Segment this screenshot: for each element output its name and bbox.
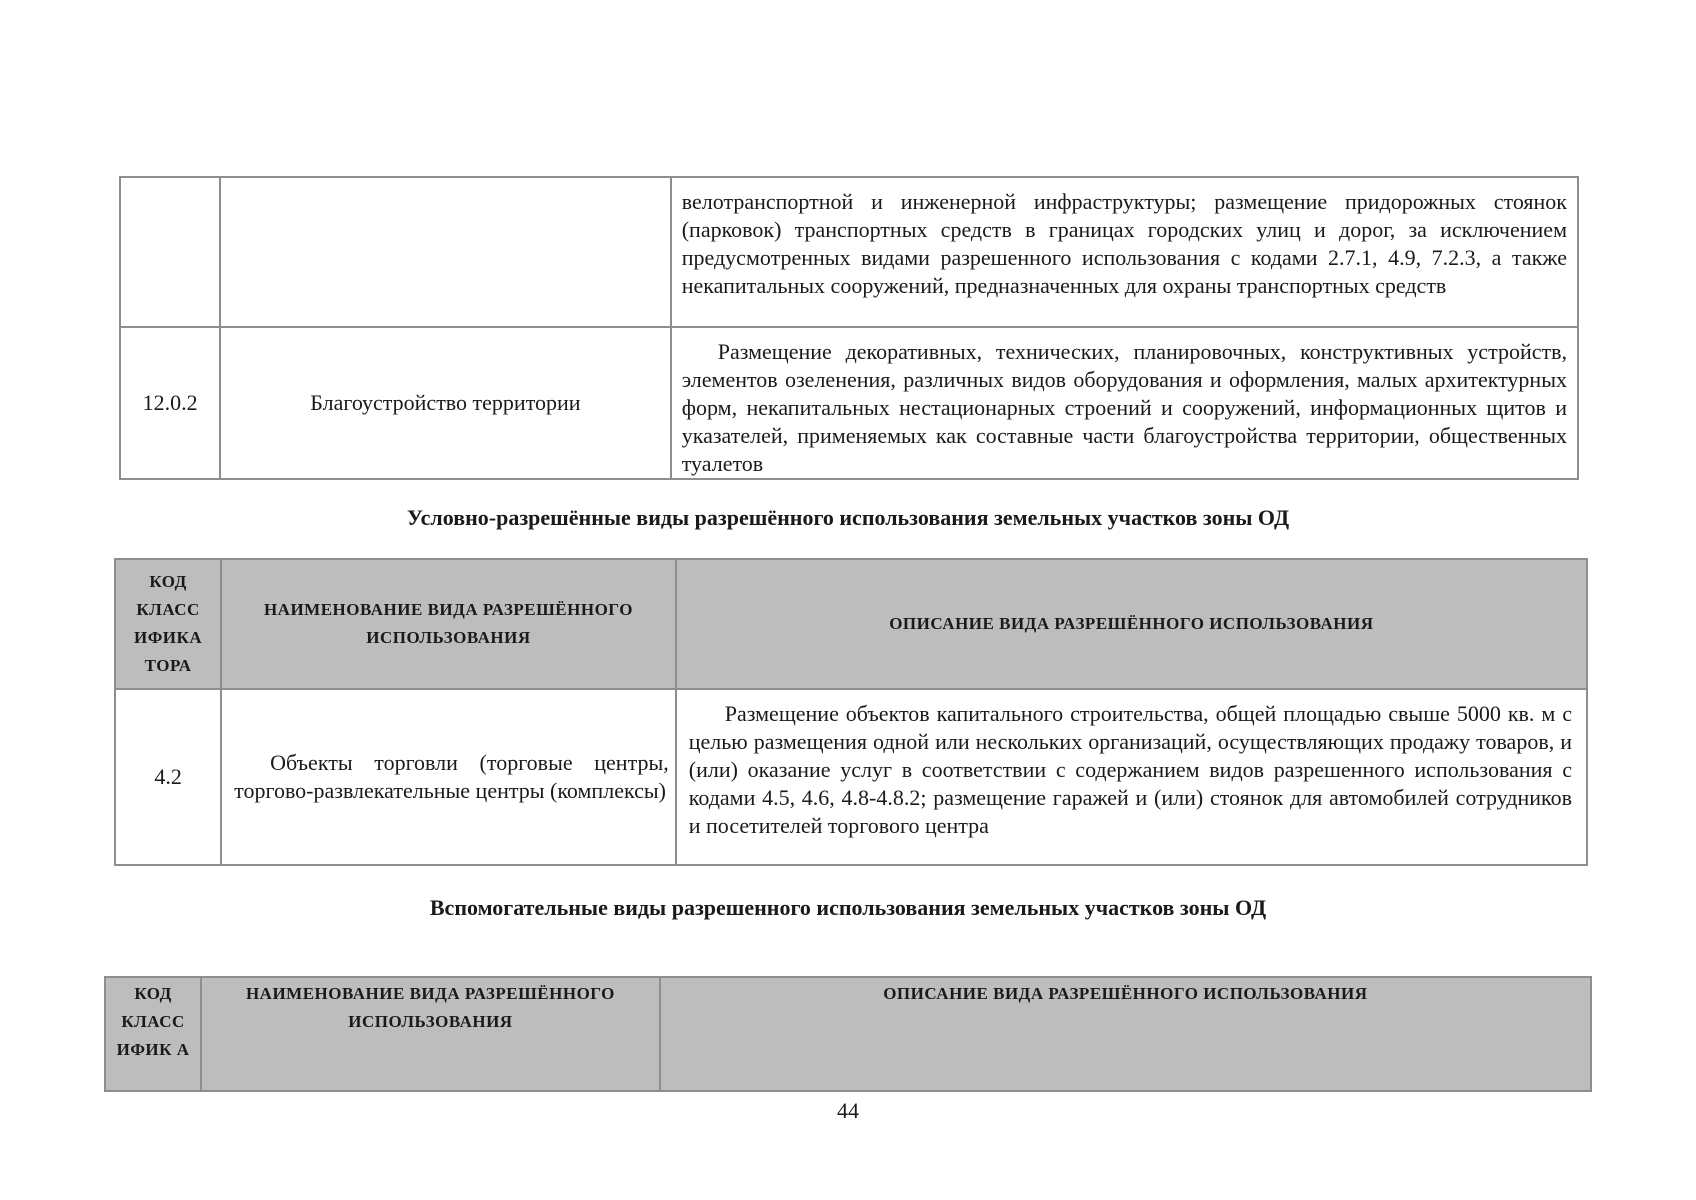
table-row: [120, 327, 1578, 479]
table-header-row: [115, 559, 1587, 689]
header-name: НАИМЕНОВАНИЕ ВИДА РАЗРЕШЁННОГО ИСПОЛЬЗОВАНИЯ: [201, 977, 660, 1091]
conditional-uses-table: [114, 558, 1588, 866]
continuation-table: [119, 176, 1579, 480]
section-heading-conditional: Условно-разрешённые виды разрешённого использования земельных участков зоны ОД: [406, 505, 1290, 530]
description-cell: Размещение декоративных, технических, планировочных, конструктивных устройств, элементов озеленения, различных видов оборудования и оформления, малых архитектурных форм, некапитальных нестационарных строений и сооружений, информационных щитов и указателей, применяемых как составные части благоустройства территории, общественных туалетов: [671, 327, 1578, 479]
auxiliary-uses-table: [104, 976, 1592, 1092]
name-cell: [220, 177, 671, 327]
description-cell: велотранспортной и инженерной инфраструктуры; размещение придорожных стоянок (парковок) транспортных средств в границах городских улиц и дорог, за исключением предусмотренных видами разрешенного использования с кодами 2.7.1, 4.9, 7.2.3, а также некапитальных сооружений, предназначенных для охраны транспортных средств: [671, 177, 1578, 327]
table-row: [120, 177, 1578, 327]
code-cell: [120, 177, 220, 327]
code-cell: 4.2: [115, 689, 221, 865]
header-description: ОПИСАНИЕ ВИДА РАЗРЕШЁННОГО ИСПОЛЬЗОВАНИЯ: [676, 559, 1587, 689]
header-code: КОД КЛАСС ИФИК А: [105, 977, 201, 1091]
table-header-row: [105, 977, 1591, 1091]
header-code: КОД КЛАСС ИФИКА ТОРА: [115, 559, 221, 689]
code-cell: 12.0.2: [120, 327, 220, 479]
page-number: 44: [837, 1098, 859, 1123]
description-cell: Размещение объектов капитального строительства, общей площадью свыше 5000 кв. м с целью размещения одной или нескольких организаций, осуществляющих продажу товаров, и (или) оказание услуг в соответствии с содержанием видов разрешенного использования с кодами 4.5, 4.6, 4.8-4.8.2; размещение гаражей и (или) стоянок для автомобилей сотрудников и посетителей торгового центра: [676, 689, 1587, 865]
section-heading-auxiliary: Вспомогательные виды разрешенного использования земельных участков зоны ОД: [429, 895, 1267, 920]
header-description: ОПИСАНИЕ ВИДА РАЗРЕШЁННОГО ИСПОЛЬЗОВАНИЯ: [660, 977, 1591, 1091]
table-row: [115, 689, 1587, 865]
name-cell: Объекты торговли (торговые центры, торгово-развлекательные центры (комплексы): [221, 689, 676, 865]
header-name: НАИМЕНОВАНИЕ ВИДА РАЗРЕШЁННОГО ИСПОЛЬЗОВАНИЯ: [221, 559, 676, 689]
name-cell: Благоустройство территории: [220, 327, 671, 479]
